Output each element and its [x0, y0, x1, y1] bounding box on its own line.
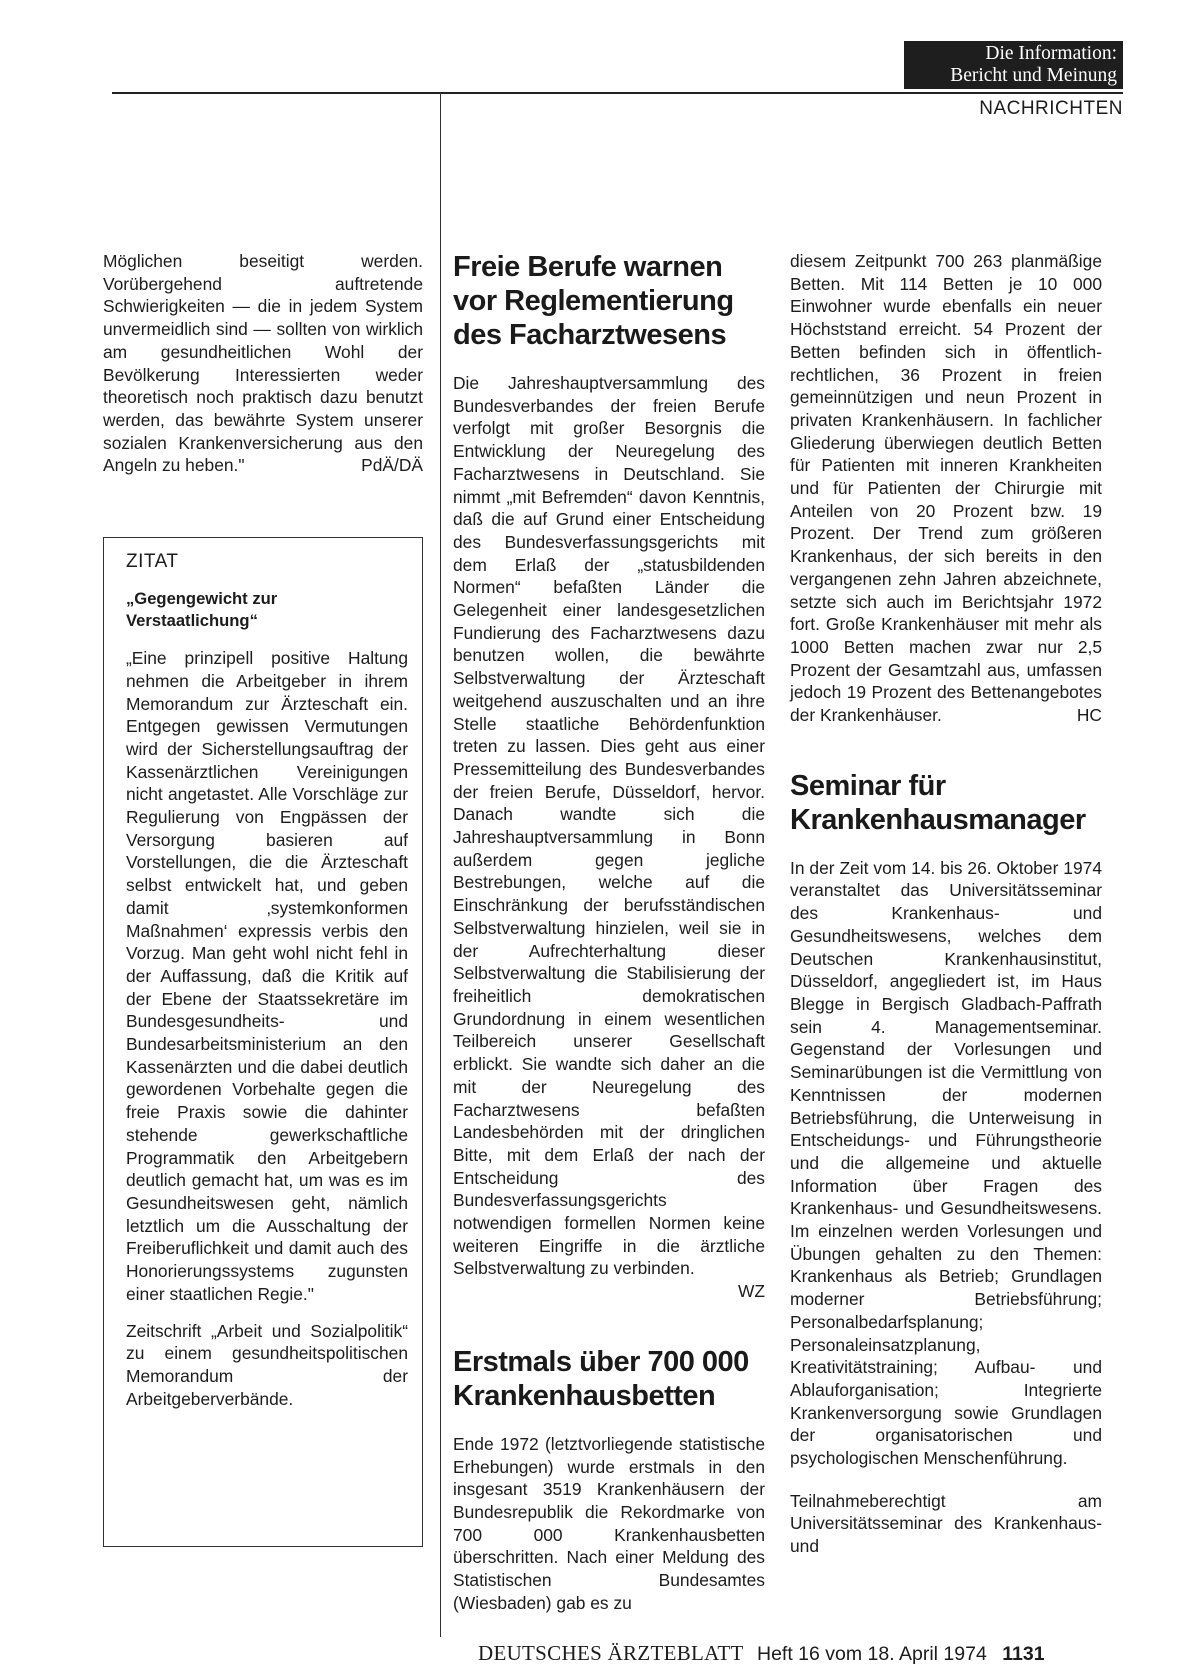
- left-column-text: [103, 250, 423, 477]
- issue-info: Heft 16 vom 18. April 1974: [757, 1643, 987, 1665]
- badge-line-1: Die Information:: [985, 43, 1117, 64]
- article3-body: In der Zeit vom 14. bis 26. Oktober 1974 veranstaltet das Universitätsseminar des Krankenhaus- und Gesundheitswesens, welches dem Deutschen Krankenhausinstitut, Düsseldorf, angegliedert ist, im Haus Blegge in Bergisch Gladbach-Paffrath sein 4. Managementseminar. Gegenstand der Vorlesungen und Seminarübungen ist die Vermittlung von Kenntnissen der modernen Betriebsführung, die Unterweisung in Entscheidungs- und Führungstheorie und die allgemeine und aktuelle Information über Fragen des Krankenhaus- und Gesundheitswesens. Im einzelnen werden Vorlesungen und Übungen gehalten zu den Themen: Krankenhaus als Betrieb; Grundlagen moderner Betriebsführung; Personalbedarfsplanung; Personaleinsatzplanung, Kreativitätstraining; Aufbau- und Ablauforganisation; Integrierte Krankenversorgung sowie Grundlagen der organisatorischen und psychologischen Menschenführung.: [790, 857, 1102, 1469]
- zitat-box: [103, 537, 423, 1547]
- article2-headline: Erstmals über 700 000 Krankenhausbetten: [453, 1345, 749, 1412]
- zitat-title: „Gegengewicht zur Verstaatlichung“: [126, 588, 278, 631]
- article2-body-part1: Ende 1972 (letztvorliegende statistische Erhebungen) wurde erstmals in den insgesant 3519 Krankenhäusern der Bundesrepublik die Rekordmarke von 700 000 Krankenhausbetten überschritten. Nach einer Meldung des Statistischen Bundesamtes (Wiesbaden) gab es zu: [453, 1433, 765, 1613]
- article3-headline: Seminar für Krankenhausmanager: [790, 769, 1086, 836]
- header-rule: [112, 92, 1123, 94]
- journal-title: DEUTSCHES ÄRZTEBLATT: [478, 1641, 744, 1665]
- article3-body-2: Teilnahmeberechtigt am Universitätsseminar des Krankenhaus- und: [790, 1490, 1102, 1557]
- article1-body: Die Jahreshauptversammlung des Bundesverbandes der freien Berufe verfolgt mit großer Besorgnis die Entwicklung der Neuregelung des Facharztwesens in Deutschland. Sie nimmt „mit Befremden“ davon Kenntnis, daß die auf Grund einer Entscheidung des Bundesverfassungsgerichts mit dem Erlaß der „statusbildenden Normen“ befaßten Länder die Gelegenheit einer landesgesetzlichen Fundierung des Facharztwesens dazu benutzen wollen, die bewährte Selbstverwaltung der Ärzteschaft weitgehend auszuschalten und an ihre Stelle staatliche Behördenfunktion treten zu lassen. Dies geht aus einer Pressemitteilung des Bundesverbandes der freien Berufe, Düsseldorf, hervor. Danach wandte sich die Jahreshauptversammlung in Bonn außerdem gegen jegliche Bestrebungen, welche auf die Einschränkung der berufsständischen Selbstverwaltung hinzielen, weil sie in der Aufrechterhaltung dieser Selbstverwaltung die Stabilisierung der freiheitlich demokratischen Grundordnung in einem wesentlichen Teilbereich unserer Gesellschaft erblickt. Sie wandte sich daher an die mit der Neuregelung des Facharztwesens befaßten Landesbehörden mit der dringlichen Bitte, mit dem Erlaß der nach der Entscheidung des Bundesverfassungsgerichts notwendigen formellen Normen keine weiteren Eingriffe in die ärztliche Selbstverwaltung zu verbinden.: [453, 373, 765, 1279]
- page-number: 1131: [1002, 1643, 1045, 1665]
- left-column-paragraph: Möglichen beseitigt werden. Vorübergehend auftretende Schwierigkeiten — die in jedem System unvermeidlich sind — sollten von wirklich am gesundheitlichen Wohl der Bevölkerung Interessierten weder theoretisch noch praktisch dazu benutzt werden, das bewährte System unserer sozialen Krankenversicherung aus den Angeln zu heben.": [103, 251, 423, 476]
- article2-signature: HC: [1076, 705, 1102, 726]
- zitat-body: „Eine prinzipell positive Haltung nehmen die Arbeitgeber in ihrem Memorandum zur Ärzteschaft ein. Entgegen gewissen Vermutungen wird der Sicherstellungsauftrag der Kassenärztlichen Vereinigungen nicht angetastet. Alle Vorschläge zur Regulierung von Engpässen der Versorgung basieren auf Vorstellungen, die die Ärzteschaft selbst entwickelt hat, und geben damit ‚systemkonformen Maßnahmen‘ expressis verbis den Vorzug. Man geht wohl nicht fehl in der Auffassung, daß die Kritik auf der Ebene der Staatssekretäre im Bundesgesundheits- und Bundesarbeitsministerium an den Kassenärzten und die dabei deutlich gewordenen Vorbehalte gegen die freie Praxis sowie die dahinter stehende gewerkschaftliche Programmatik den Arbeitgebern deutlich gemacht hat, um was es im Gesundheitswesen geht, nämlich letztlich um die Ausschaltung der Freiberuflichkeit und damit auch des Honorierungssystems zugunsten einer staatlichen Regie.": [126, 648, 408, 1304]
- left-column-signature: PdÄ/DÄ: [361, 455, 423, 476]
- zitat-label: ZITAT: [126, 551, 179, 572]
- section-label: NACHRICHTEN: [979, 98, 1123, 119]
- article1-signature: WZ: [737, 1281, 765, 1302]
- zitat-source: Zeitschrift „Arbeit und Sozialpolitik“ zu einem gesundheitspolitischen Memorandum der Arbeitgeberverbände.: [126, 1320, 408, 1409]
- section-badge: [904, 41, 1123, 89]
- middle-column: [453, 250, 765, 1614]
- right-column: [790, 250, 1102, 1558]
- column-divider: [440, 92, 441, 1637]
- article1-signature-row: [453, 1280, 765, 1303]
- article1-headline: Freie Berufe warnen vor Reglementierung des Facharztwesens: [453, 251, 734, 351]
- page-footer: [478, 1641, 1098, 1666]
- badge-line-2: Bericht und Meinung: [950, 65, 1117, 86]
- article2-body-part2: diesem Zeitpunkt 700 263 planmäßige Betten. Mit 114 Betten je 10 000 Einwohner wurde ebenfalls ein neuer Höchststand erreicht. 54 Prozent der Betten befinden sich in öffentlich-rechtlichen, 36 Prozent in freien gemeinnützigen und neun Prozent in privaten Krankenhäusern. In fachlicher Gliederung überwiegen deutlich Betten für Patienten mit inneren Krankheiten und für Patienten der Chirurgie mit Anteilen von 20 Prozent bzw. 19 Prozent. Der Trend zum größeren Krankenhaus, der sich bereits in den vergangenen zehn Jahren abzeichnete, setzte sich auch im Berichtsjahr 1972 fort. Große Krankenhäuser mit mehr als 1000 Betten machen zwar nur 2,5 Prozent der Gesamtzahl aus, umfassen jedoch 19 Prozent des Bettenangebotes der Krankenhäuser.: [790, 251, 1102, 726]
